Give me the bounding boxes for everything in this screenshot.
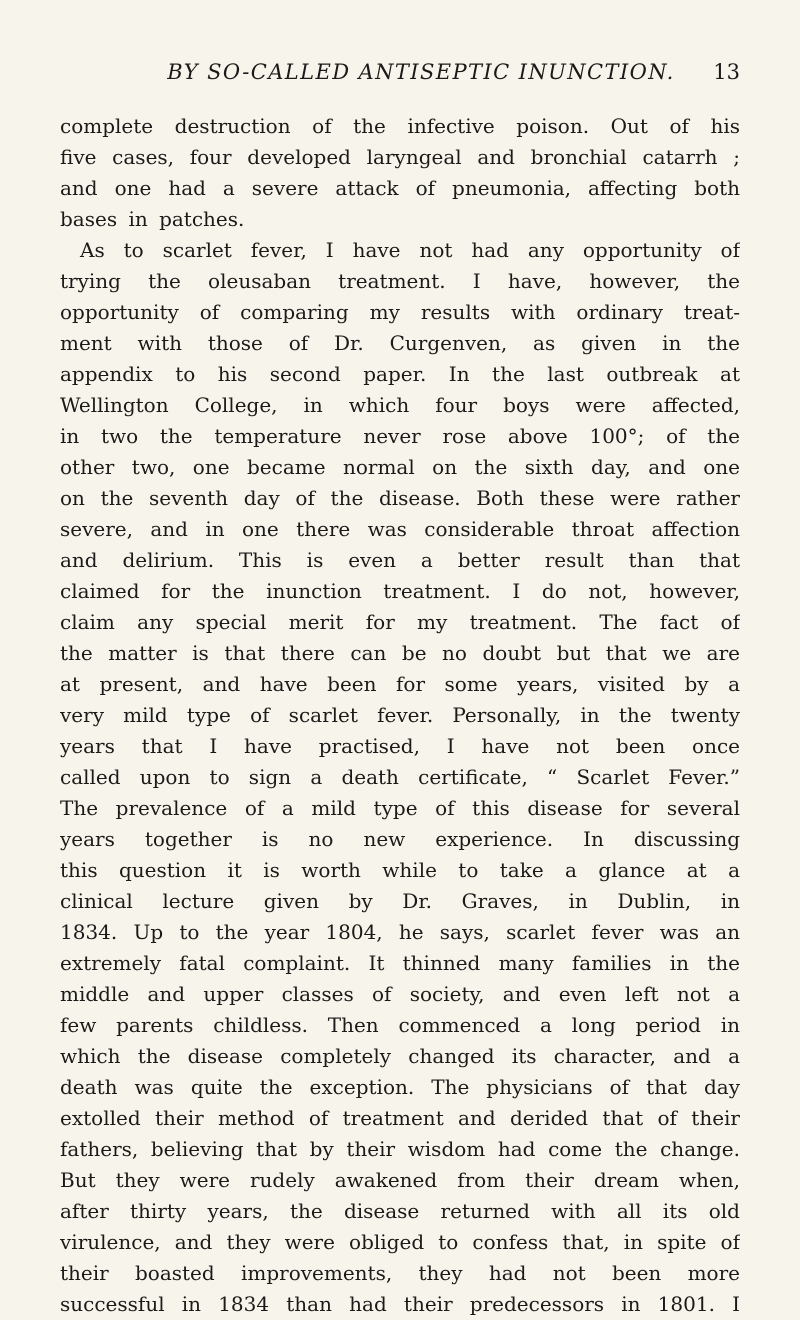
text-line: extremely fatal complaint. It thinned many families in the xyxy=(60,951,740,975)
text-line: fathers, believing that by their wisdom had come the change. xyxy=(60,1137,740,1161)
text-line: extolled their method of treatment and derided that of their xyxy=(60,1106,740,1130)
text-line: Wellington College, in which four boys were affected, xyxy=(60,393,740,417)
text-line: The prevalence of a mild type of this disease for several xyxy=(60,796,740,820)
text-line: opportunity of comparing my results with ordinary treat- xyxy=(60,300,740,324)
text-line: claimed for the inunction treatment. I do not, however, xyxy=(60,579,740,603)
text-line: and one had a severe attack of pneumonia, affecting both xyxy=(60,176,740,200)
text-line: severe, and in one there was considerable throat affection xyxy=(60,517,740,541)
text-line: years that I have practised, I have not been once xyxy=(60,734,740,758)
running-title: BY SO-CALLED ANTISEPTIC INUNCTION. xyxy=(167,60,675,84)
text-line: which the disease completely changed its character, and a xyxy=(60,1044,740,1068)
text-line: ment with those of Dr. Curgenven, as given in the xyxy=(60,331,740,355)
text-line: successful in 1834 than had their predecessors in 1801. I xyxy=(60,1292,740,1316)
text-line: very mild type of scarlet fever. Personally, in the twenty xyxy=(60,703,740,727)
text-line: at present, and have been for some years, visited by a xyxy=(60,672,740,696)
text-line: this question it is worth while to take a glance at a xyxy=(60,858,740,882)
running-head xyxy=(60,60,740,90)
text-line: few parents childless. Then commenced a long period in xyxy=(60,1013,740,1037)
text-line: the matter is that there can be no doubt but that we are xyxy=(60,641,740,665)
text-line: bases in patches. xyxy=(60,207,245,231)
text-line: other two, one became normal on the sixth day, and one xyxy=(60,455,740,479)
page-number: 13 xyxy=(713,60,740,84)
text-line: five cases, four developed laryngeal and bronchial catarrh ; xyxy=(60,145,740,169)
text-line: after thirty years, the disease returned with all its old xyxy=(60,1199,740,1223)
text-line: claim any special merit for my treatment. The fact of xyxy=(60,610,740,634)
text-line: death was quite the exception. The physicians of that day xyxy=(60,1075,740,1099)
text-line: and delirium. This is even a better result than that xyxy=(60,548,740,572)
text-line: their boasted improvements, they had not been more xyxy=(60,1261,740,1285)
text-line: complete destruction of the infective poison. Out of his xyxy=(60,114,740,138)
text-line: in two the temperature never rose above 100°; of the xyxy=(60,424,740,448)
text-line: on the seventh day of the disease. Both these were rather xyxy=(60,486,740,510)
text-line: virulence, and they were obliged to confess that, in spite of xyxy=(60,1230,740,1254)
text-line: called upon to sign a death certificate, “ Scarlet Fever.” xyxy=(60,765,740,789)
text-line: But they were rudely awakened from their dream when, xyxy=(60,1168,740,1192)
body-text xyxy=(60,111,740,1320)
text-line: trying the oleusaban treatment. I have, however, the xyxy=(60,269,740,293)
text-line: appendix to his second paper. In the last outbreak at xyxy=(60,362,740,386)
text-line: middle and upper classes of society, and even left not a xyxy=(60,982,740,1006)
text-line: years together is no new experience. In discussing xyxy=(60,827,740,851)
text-line: As to scarlet fever, I have not had any opportunity of xyxy=(80,238,740,262)
text-line: 1834. Up to the year 1804, he says, scarlet fever was an xyxy=(60,920,740,944)
text-line: clinical lecture given by Dr. Graves, in Dublin, in xyxy=(60,889,740,913)
